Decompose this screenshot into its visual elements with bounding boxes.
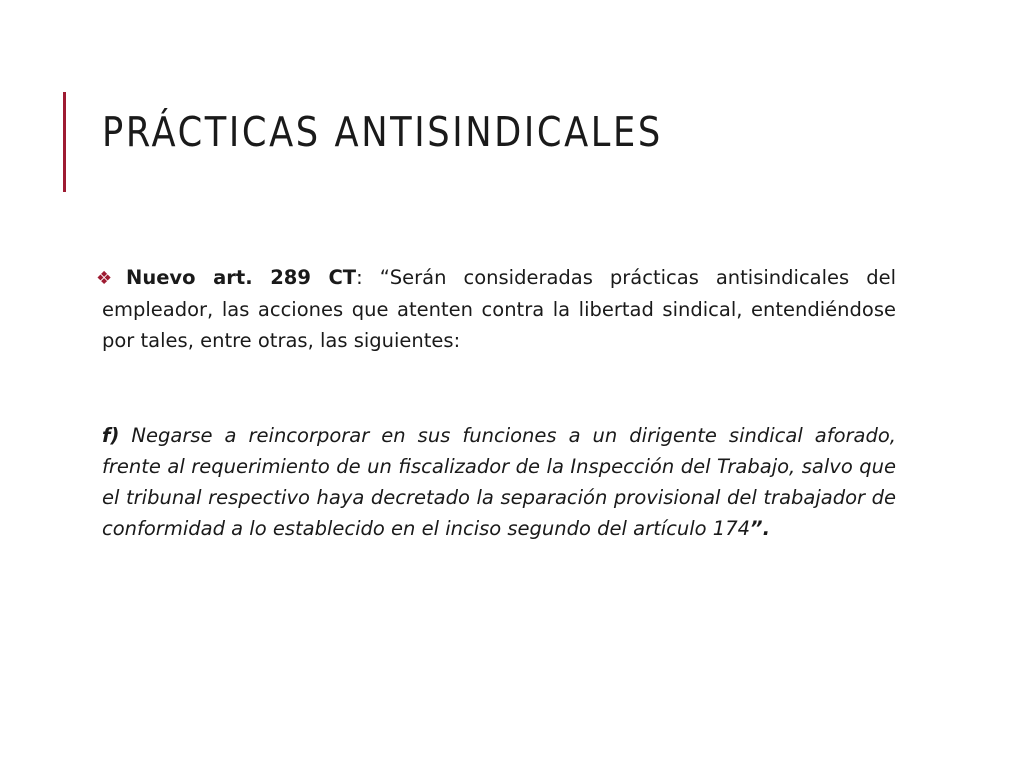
item-f-text: Negarse a reincorporar en sus funciones a un dirigente sindical aforado, frente al requerimiento de un fiscalizador de la Inspección del Trabajo, salvo que el tribunal respectivo haya decretado la separación provisional del trabajador de conformidad a lo establecido en el inciso segundo del artículo 174 — [102, 424, 896, 540]
title-accent-bar — [63, 92, 66, 192]
intro-paragraph — [96, 262, 896, 356]
intro-text: : “Serán consideradas prácticas antisindicales del empleador, las acciones que atenten contra la libertad sindical, entendiéndose por tales, entre otras, las siguientes: — [102, 266, 896, 352]
diamond-bullet-icon: ❖ — [96, 268, 113, 289]
article-reference: Nuevo art. 289 CT — [126, 266, 357, 289]
item-f-paragraph — [102, 420, 896, 544]
closing-quote: ”. — [750, 517, 770, 540]
slide-title: PRÁCTICAS ANTISINDICALES — [102, 108, 663, 156]
slide-content — [96, 262, 896, 544]
item-letter: f) — [102, 424, 120, 447]
